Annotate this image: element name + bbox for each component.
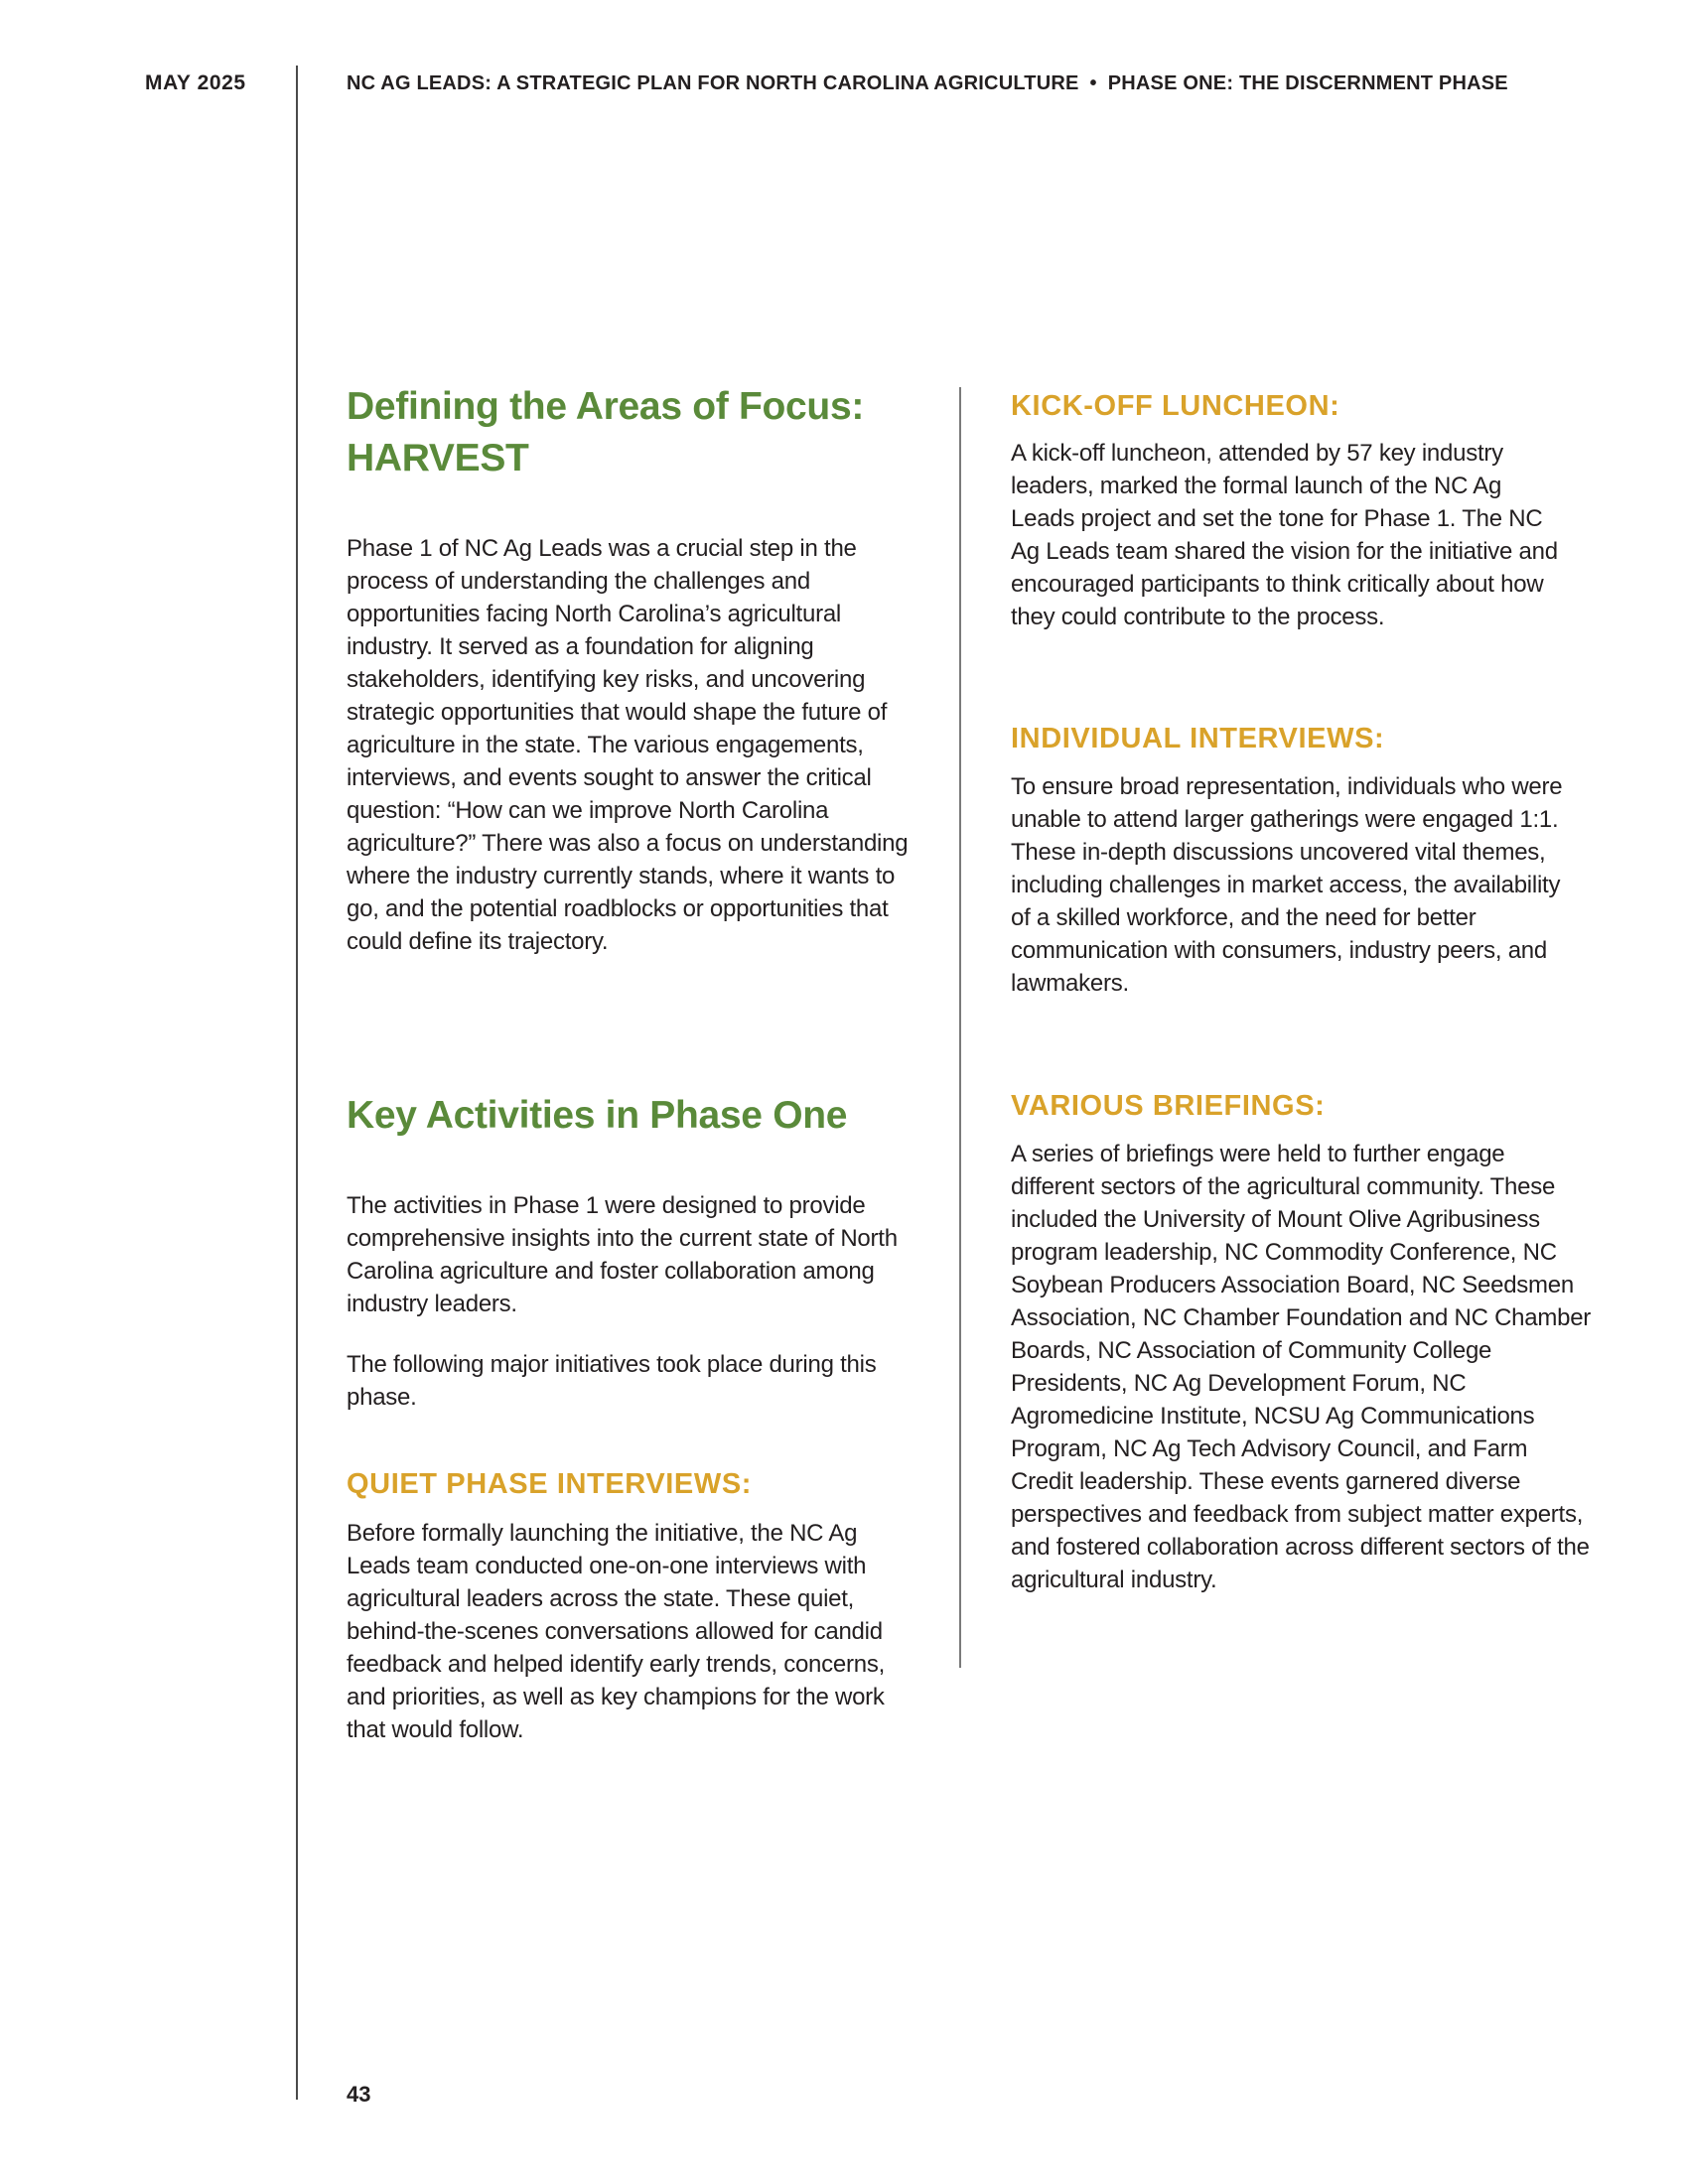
activities-paragraph-1: The activities in Phase 1 were designed to provide comprehensive insights into the current state of North Carolina agriculture and foster collaboration among industry leaders. — [347, 1192, 898, 1317]
header-separator: • — [1089, 72, 1097, 94]
left-vertical-rule — [296, 66, 298, 2100]
kickoff-paragraph: A kick-off luncheon, attended by 57 key industry leaders, marked the formal launch of the NC Ag Leads project and set the tone for Phase 1. The NC Ag Leads team shared the vision for the initiative and encouraged participants to think critically about how they could contribute to the process. — [1011, 440, 1558, 630]
individual-interviews-heading: INDIVIDUAL INTERVIEWS: — [1011, 723, 1385, 754]
briefings-paragraph: A series of briefings were held to further engage different sectors of the agricultural community. These included the University of Mount Olive Agribusiness program leadership, NC Commodity Conference, NC Soybean Producers Association Board, NC Seedsmen Association, NC Chamber Foundation and NC Chamber Boards, NC Association of Community College Presidents, NC Ag Development Forum, NC Agromedicine Institute, NCSU Ag Communications Program, NC Ag Tech Advisory Council, and Farm Credit leadership. These events garnered diverse perspectives and feedback from subject matter experts, and fostered collaboration across different sectors of the agricultural industry. — [1011, 1141, 1592, 1593]
page-number: 43 — [347, 2082, 371, 2107]
quiet-phase-paragraph: Before formally launching the initiative, the NC Ag Leads team conducted one-on-one interviews with agricultural leaders across the state. These quiet, behind-the-scenes conversations allowed for candid feedback and helped identify early trends, concerns, and priorities, as well as key champions for the work that would follow. — [347, 1520, 886, 1743]
doc-title: NC AG LEADS: A STRATEGIC PLAN FOR NORTH CAROLINA AGRICULTURE — [347, 72, 1079, 94]
quiet-phase-heading: QUIET PHASE INTERVIEWS: — [347, 1468, 753, 1500]
column-divider — [959, 387, 961, 1668]
focus-heading: Defining the Areas of Focus: HARVEST — [347, 385, 865, 479]
header-title — [347, 72, 1508, 95]
kickoff-heading: KICK-OFF LUNCHEON: — [1011, 390, 1340, 422]
briefings-heading: VARIOUS BRIEFINGS: — [1011, 1090, 1326, 1122]
activities-paragraph-2: The following major initiatives took place during this phase. — [347, 1351, 877, 1411]
header-date: MAY 2025 — [145, 71, 246, 94]
activities-heading: Key Activities in Phase One — [347, 1094, 848, 1137]
phase-title: PHASE ONE: THE DISCERNMENT PHASE — [1107, 72, 1508, 94]
individual-interviews-paragraph: To ensure broad representation, individuals who were unable to attend larger gatherings were engaged 1:1. These in-depth discussions uncovered vital themes, including challenges in market access, the availability of a skilled workforce, and the need for better communication with consumers, industry peers, and lawmakers. — [1011, 773, 1563, 997]
intro-paragraph: Phase 1 of NC Ag Leads was a crucial step in the process of understanding the challenges and opportunities facing North Carolina’s agricultural industry. It served as a foundation for aligning stakeholders, identifying key risks, and uncovering strategic opportunities that would shape the future of agriculture in the state. The various engagements, interviews, and events sought to answer the critical question: “How can we improve North Carolina agriculture?” There was also a focus on understanding where the industry currently stands, where it wants to go, and the potential roadblocks or opportunities that could define its trajectory. — [347, 535, 909, 955]
